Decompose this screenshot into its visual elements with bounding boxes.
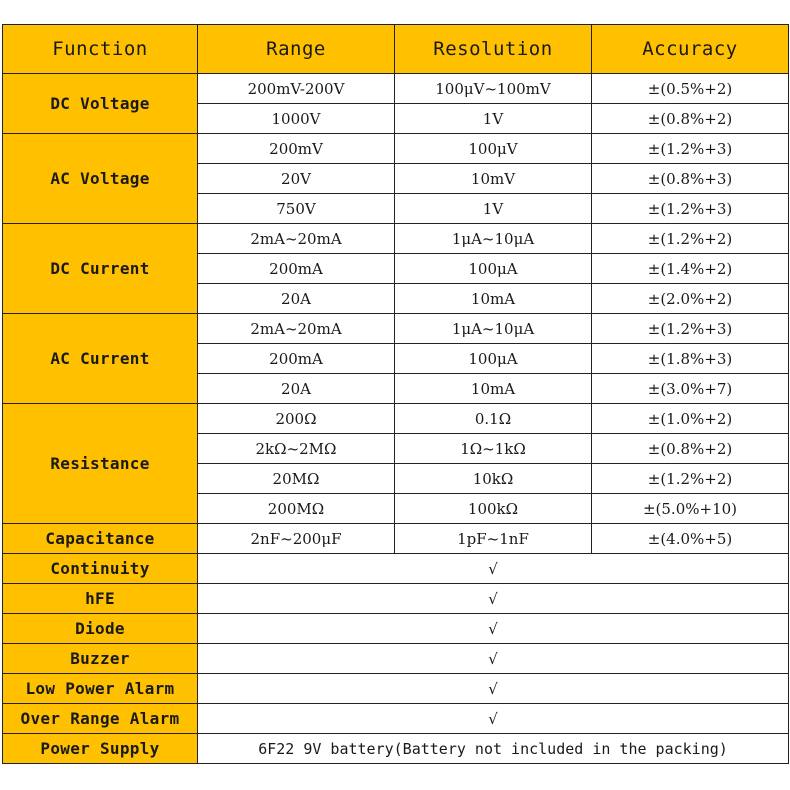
resolution-cell: 100μA [395,254,592,284]
resolution-cell: 100μV [395,134,592,164]
range-cell: 2kΩ~2MΩ [198,434,395,464]
function-cell: DC Current [3,224,198,314]
range-cell: 20A [198,284,395,314]
table-row [3,614,789,644]
accuracy-cell: ±(1.4%+2) [592,254,789,284]
range-cell: 200mA [198,344,395,374]
range-cell: 20V [198,164,395,194]
accuracy-cell: ±(1.2%+2) [592,224,789,254]
table-row [3,734,789,764]
function-cell: AC Current [3,314,198,404]
range-cell: 750V [198,194,395,224]
function-cell: DC Voltage [3,74,198,134]
header-range: Range [198,25,395,74]
resolution-cell: 100kΩ [395,494,592,524]
range-cell: 1000V [198,104,395,134]
resolution-cell: 1μA~10μA [395,224,592,254]
resolution-cell: 1μA~10μA [395,314,592,344]
resolution-cell: 0.1Ω [395,404,592,434]
resolution-cell: 10mV [395,164,592,194]
range-cell: 20MΩ [198,464,395,494]
spec-table [2,24,789,764]
range-cell: 200mA [198,254,395,284]
range-cell: 20A [198,374,395,404]
resolution-cell: 1Ω~1kΩ [395,434,592,464]
accuracy-cell: ±(1.0%+2) [592,404,789,434]
resolution-cell: 100μA [395,344,592,374]
table-row [3,644,789,674]
accuracy-cell: ±(1.8%+3) [592,344,789,374]
accuracy-cell: ±(1.2%+2) [592,464,789,494]
accuracy-cell: ±(0.8%+3) [592,164,789,194]
range-cell: 200Ω [198,404,395,434]
resolution-cell: 10mA [395,374,592,404]
resolution-cell: 100μV~100mV [395,74,592,104]
table-row [3,134,789,164]
function-cell: Over Range Alarm [3,704,198,734]
accuracy-cell: ±(0.8%+2) [592,104,789,134]
accuracy-cell: ±(1.2%+3) [592,134,789,164]
header-resolution: Resolution [395,25,592,74]
power-supply-cell: 6F22 9V battery(Battery not included in the packing) [198,734,789,764]
resolution-cell: 10kΩ [395,464,592,494]
range-cell: 200mV [198,134,395,164]
table-row [3,584,789,614]
function-cell: Buzzer [3,644,198,674]
resolution-cell: 1pF~1nF [395,524,592,554]
accuracy-cell: ±(4.0%+5) [592,524,789,554]
range-cell: 2mA~20mA [198,314,395,344]
accuracy-cell: ±(1.2%+3) [592,314,789,344]
table-row [3,674,789,704]
resolution-cell: 1V [395,194,592,224]
resolution-cell: 10mA [395,284,592,314]
table-row [3,74,789,104]
check-mark-cell: √ [198,704,789,734]
range-cell: 200mV-200V [198,74,395,104]
check-mark-cell: √ [198,674,789,704]
function-cell: hFE [3,584,198,614]
table-row [3,224,789,254]
table-row [3,314,789,344]
accuracy-cell: ±(2.0%+2) [592,284,789,314]
range-cell: 2nF~200μF [198,524,395,554]
function-cell: Power Supply [3,734,198,764]
header-row [3,25,789,74]
table-header [3,25,789,74]
resolution-cell: 1V [395,104,592,134]
function-cell: Low Power Alarm [3,674,198,704]
check-mark-cell: √ [198,614,789,644]
accuracy-cell: ±(0.8%+2) [592,434,789,464]
check-mark-cell: √ [198,644,789,674]
function-cell: Capacitance [3,524,198,554]
accuracy-cell: ±(1.2%+3) [592,194,789,224]
check-mark-cell: √ [198,554,789,584]
function-cell: Continuity [3,554,198,584]
function-cell: AC Voltage [3,134,198,224]
table-row [3,404,789,434]
function-cell: Resistance [3,404,198,524]
table-row [3,524,789,554]
accuracy-cell: ±(3.0%+7) [592,374,789,404]
check-mark-cell: √ [198,584,789,614]
accuracy-cell: ±(5.0%+10) [592,494,789,524]
range-cell: 200MΩ [198,494,395,524]
range-cell: 2mA~20mA [198,224,395,254]
table-row [3,554,789,584]
accuracy-cell: ±(0.5%+2) [592,74,789,104]
table-body [3,74,789,764]
header-function: Function [3,25,198,74]
header-accuracy: Accuracy [592,25,789,74]
function-cell: Diode [3,614,198,644]
table-row [3,704,789,734]
